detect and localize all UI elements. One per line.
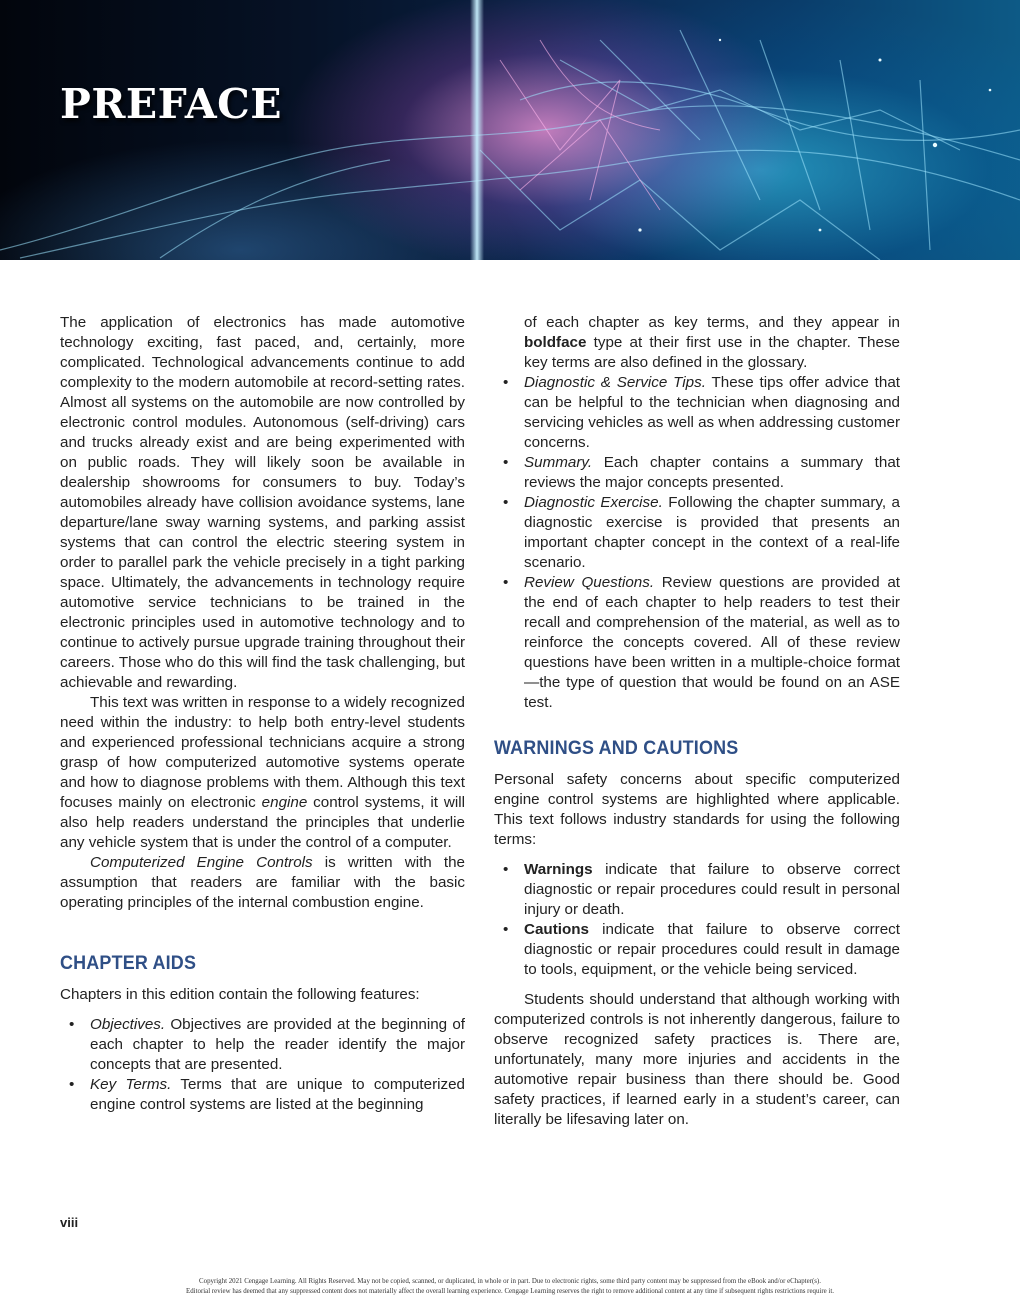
key-terms-continuation [494, 313, 900, 373]
list-item-text: Review questions are provided at the end of each chapter to help readers to test their recall and comprehension of the material, as well as to reinforce the concepts covered. All of these review questions have been written in a multiple-choice format—the type of question that would be found on an ASE test. [524, 574, 900, 711]
purpose-text-cont: control systems, it will also help readers understand the principles that underlie any vehicle system that is under the control of a computer. [60, 794, 466, 851]
list-item [494, 493, 900, 573]
purpose-emphasis: engine [261, 794, 308, 811]
list-item-term: Review Questions. [524, 574, 655, 591]
book-title: Computerized Engine Controls [90, 854, 313, 871]
intro-paragraph: The application of electronics has made automotive technology exciting, fast paced, and, certainly, more complicated. Technological advancements continue to add complexity to the modern automobile at record-setting rates. Almost all systems on the automobile are now controlled by electronic control modules. Autonomous (self-driving) cars and trucks already exist and are being experimented with on public roads. They will likely soon be available in dealership showrooms for consumers to buy. Today’s automobiles already have collision avoidance systems, lane departure/lane sway warning systems, and parking assist systems that can control the electric steering system in order to parallel park the vehicle precisely in a tight parking space. Ultimately, the advancements in technology require automotive service technicians to be trained in the electronic principles used in automotive technology and to continue to actively pursue upgrade training throughout their careers. Those who do this will find the task challenging, but achievable and rewarding. [60, 314, 465, 691]
list-item-term: Diagnostic Exercise. [524, 494, 663, 511]
chapter-aids-heading: CHAPTER AIDS [60, 952, 197, 974]
page-title: PREFACE [60, 80, 283, 128]
light-beam [470, 0, 484, 260]
list-item-term: Diagnostic & Service Tips. [524, 374, 706, 391]
warnings-heading: WARNINGS AND CAUTIONS [494, 737, 739, 759]
copyright-line-1: Copyright 2021 Cengage Learning. All Rights Reserved. May not be copied, scanned, or duplicated, in whole or in part. Due to electronic rights, some third party content may be suppressed from the eBook and/or eChapter(s). [199, 1278, 821, 1285]
page-number: viii [60, 1215, 79, 1230]
list-item-term: Cautions [524, 921, 589, 938]
list-item [494, 373, 900, 453]
list-item-text: Each chapter contains a summary that reviews the major concepts presented. [524, 454, 900, 491]
list-item-term: Warnings [524, 861, 593, 878]
wireframe-car-illustration [0, 0, 1020, 260]
list-item [494, 920, 900, 980]
chapter-aids-intro: Chapters in this edition contain the following features: [60, 986, 420, 1003]
list-item-text: Following the chapter summary, a diagnostic exercise is provided that presents an important chapter concept in the context of a real-life scenario. [524, 494, 900, 571]
header-banner [0, 0, 1020, 260]
list-item-term: Key Terms. [90, 1076, 172, 1093]
list-item [60, 1075, 465, 1115]
list-item-text: Objectives are provided at the beginning of each chapter to help the reader identify the major concepts that are presented. [90, 1016, 465, 1073]
boldface-term: boldface [524, 334, 587, 351]
safety-paragraph: Students should understand that although working with computerized controls is not inherently dangerous, failure to observe recognized safety practices is. There are, unfortunately, many more injuries and accidents in the automotive repair business than there should be. Good safety practices, if learned early in a student’s career, can literally be lifesaving later on. [494, 991, 900, 1128]
list-item-term: Summary. [524, 454, 593, 471]
chapter-aids-list-cont [494, 373, 900, 713]
list-item-text: Terms that are unique to computerized engine control systems are listed at the beginning [90, 1076, 465, 1113]
left-column [60, 313, 465, 1115]
copyright-line-2: Editorial review has deemed that any suppressed content does not materially affect the overall learning experience. Cengage Learning reserves the right to remove additional content at any time if subsequent rights restrictions require it. [186, 1288, 834, 1295]
purpose-text: This text was written in response to a widely recognized need within the industry: to help both entry-level students and experienced professional technicians acquire a strong grasp of how computerized automotive systems operate and how to diagnose problems with them. Although this text focuses mainly on electronic [60, 694, 465, 811]
warnings-list [494, 860, 900, 980]
right-column [494, 313, 900, 1130]
list-item [494, 860, 900, 920]
list-item-text: indicate that failure to observe correct diagnostic or repair procedures could result in personal injury or death. [524, 861, 900, 918]
list-item [60, 1015, 465, 1075]
chapter-aids-list [60, 1015, 465, 1115]
continuation-text: of each chapter as key terms, and they appear in [524, 314, 900, 331]
continuation-text-cont: type at their first use in the chapter. These key terms are also defined in the glossary. [524, 334, 900, 371]
list-item [494, 573, 900, 713]
list-item-term: Objectives. [90, 1016, 166, 1033]
assumption-text: is written with the assumption that readers are familiar with the basic operating principles of the internal combustion engine. [60, 854, 466, 911]
warnings-intro: Personal safety concerns about specific computerized engine control systems are highlighted where applicable. This text follows industry standards for using the following terms: [494, 771, 900, 848]
list-item-text: indicate that failure to observe correct diagnostic or repair procedures could result in damage to tools, equipment, or the vehicle being serviced. [524, 921, 900, 978]
assumption-paragraph [60, 853, 465, 913]
copyright-footer [0, 1277, 1020, 1297]
list-item-text: These tips offer advice that can be helpful to the technician when diagnosing and servicing vehicles as well as when addressing customer concerns. [524, 374, 900, 451]
purpose-paragraph [60, 693, 465, 853]
list-item [494, 453, 900, 493]
